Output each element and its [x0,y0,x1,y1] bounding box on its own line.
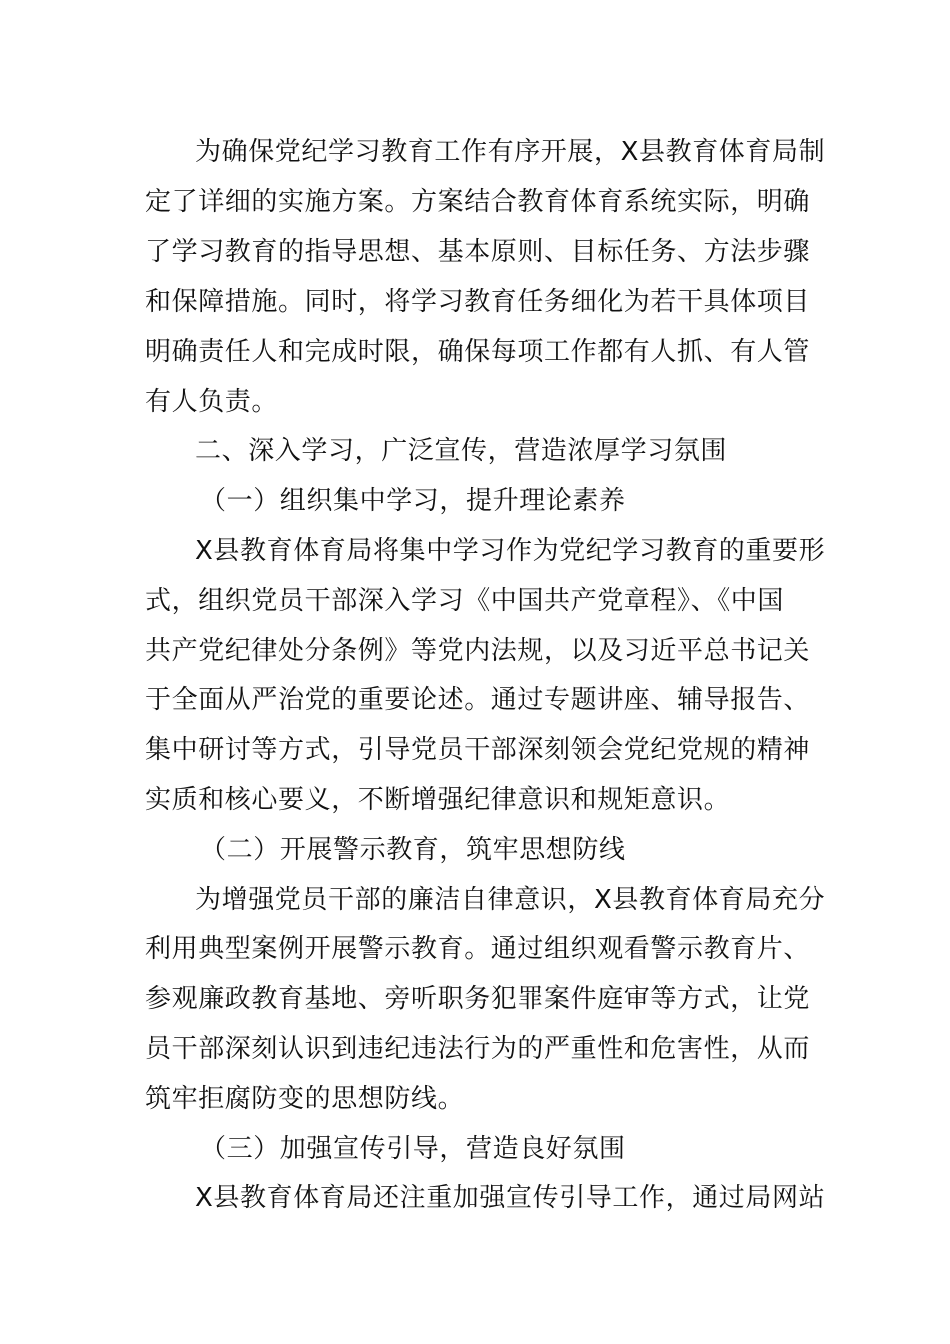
paragraph-line: 员干部深刻认识到违纪违法行为的严重性和危害性，从而 [145,1034,811,1064]
paragraph-line: 为增强党员干部的廉洁自律意识，X县教育体育局充分 [195,885,826,915]
paragraph-line: 有人负责。 [145,387,279,417]
subsection-heading: （一）组织集中学习，提升理论素养 [200,486,626,516]
paragraph-line: 定了详细的实施方案。方案结合教育体育系统实际，明确 [145,187,811,217]
subsection-heading: （二）开展警示教育，筑牢思想防线 [200,835,626,865]
paragraph-line: 于全面从严治党的重要论述。通过专题讲座、辅导报告、 [145,685,811,715]
section-heading: 二、深入学习，广泛宣传，营造浓厚学习氛围 [195,436,728,466]
paragraph-line: 和保障措施。同时，将学习教育任务细化为若干具体项目 [145,287,811,317]
paragraph-line: X县教育体育局将集中学习作为党纪学习教育的重要形 [195,536,826,566]
paragraph-line: 明确责任人和完成时限，确保每项工作都有人抓、有人管 [145,337,811,367]
paragraph-line: 了学习教育的指导思想、基本原则、目标任务、方法步骤 [145,237,811,267]
paragraph-line: 为确保党纪学习教育工作有序开展，X县教育体育局制 [195,137,826,167]
paragraph-line: X县教育体育局还注重加强宣传引导工作，通过局网站 [195,1183,826,1213]
paragraph-line: 利用典型案例开展警示教育。通过组织观看警示教育片、 [145,934,811,964]
subsection-heading: （三）加强宣传引导，营造良好氛围 [200,1134,626,1164]
paragraph-line: 筑牢拒腐防变的思想防线。 [145,1084,465,1114]
paragraph-line: 实质和核心要义，不断增强纪律意识和规矩意识。 [145,785,731,815]
paragraph-line: 共产党纪律处分条例》等党内法规，以及习近平总书记关 [145,636,811,666]
paragraph-line: 参观廉政教育基地、旁听职务犯罪案件庭审等方式，让党 [145,984,811,1014]
paragraph-line: 式，组织党员干部深入学习《中国共产党章程》、《中国 [145,586,785,616]
paragraph-line: 集中研讨等方式，引导党员干部深刻领会党纪党规的精神 [145,735,811,765]
